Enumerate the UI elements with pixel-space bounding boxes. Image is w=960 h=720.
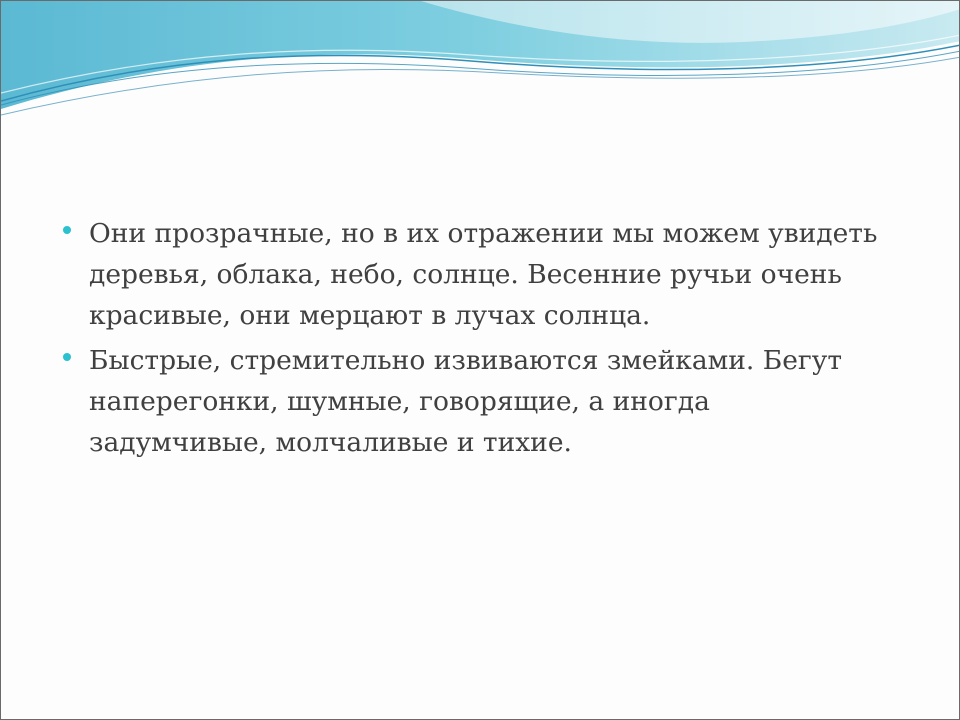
bullet-list [63,213,883,463]
bullet-item [63,340,883,463]
content-area [63,213,883,467]
bullet-text: Они прозрачные, но в их отражении мы можем увидеть деревья, облака, небо, солнце. Весенние ручьи очень красивые, они мерцают в лучах солнца. [89,218,878,331]
bullet-text: Быстрые, стремительно извиваются змейками. Бегут наперегонки, шумные, говорящие, а иногда задумчивые, молчаливые и тихие. [89,345,843,458]
wave-decoration [1,1,960,131]
bullet-item [63,213,883,336]
bullet-dot-icon [63,226,71,234]
bullet-dot-icon [63,353,71,361]
